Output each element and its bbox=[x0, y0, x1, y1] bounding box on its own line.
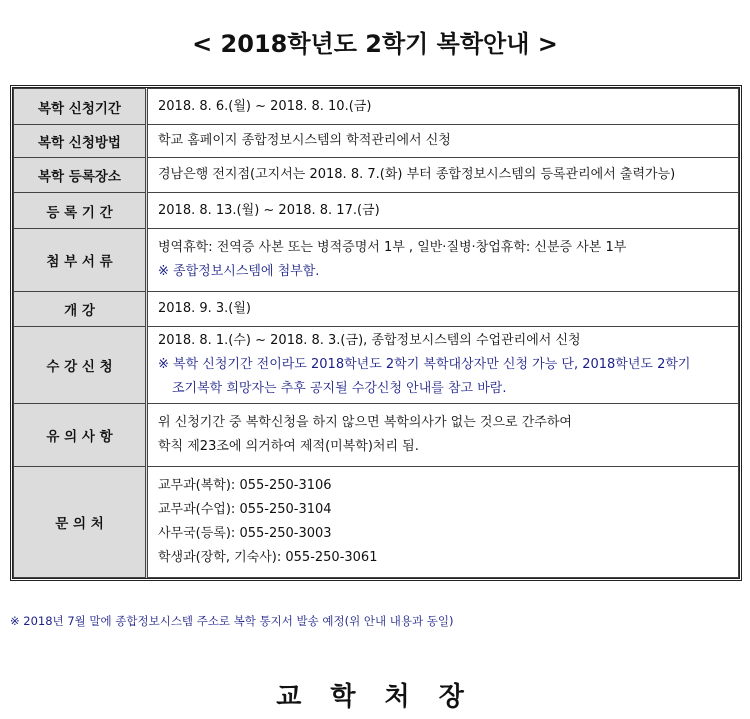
table-row bbox=[14, 404, 739, 467]
row-label: 수 강 신 청 bbox=[14, 327, 147, 404]
content-line: 2018. 8. 6.(월) ~ 2018. 8. 10.(금) bbox=[158, 98, 372, 114]
info-table bbox=[10, 85, 742, 581]
footnote: ※ 2018년 7월 말에 종합정보시스템 주소로 복학 통지서 발송 예정(위 안내 내용과 동일) bbox=[10, 614, 454, 628]
content-line: 2018. 8. 1.(수) ~ 2018. 8. 3.(금), 종합정보시스템의 수업관리에서 신청 bbox=[158, 333, 581, 348]
row-content bbox=[147, 467, 739, 578]
row-label: 복학 등록장소 bbox=[14, 158, 147, 193]
content-line: 위 신청기간 중 복학신청을 하지 않으면 복학의사가 없는 것으로 간주하여 bbox=[158, 415, 572, 430]
content-line: 학교 홈페이지 종합정보시스템의 학적관리에서 신청 bbox=[158, 133, 451, 148]
signature: 교 학 처 장 bbox=[276, 682, 474, 712]
contact-line: 사무국(등록): 055-250-3003 bbox=[158, 526, 332, 541]
row-content bbox=[147, 193, 739, 229]
contact-line: 교무과(복학): 055-250-3106 bbox=[158, 478, 332, 493]
row-label: 첨 부 서 류 bbox=[14, 229, 147, 292]
row-content bbox=[147, 158, 739, 193]
content-line: 2018. 9. 3.(월) bbox=[158, 301, 251, 316]
row-label: 등 록 기 간 bbox=[14, 193, 147, 229]
row-content bbox=[147, 229, 739, 292]
content-note: ※ 복학 신청기간 전이라도 2018학년도 2학기 복학대상자만 신청 가능 단, 2018학년도 2학기 bbox=[158, 357, 691, 372]
content-line: 2018. 8. 13.(월) ~ 2018. 8. 17.(금) bbox=[158, 202, 380, 218]
content-line: 경남은행 전지점(고지서는 2018. 8. 7.(화) 부터 종합정보시스템의 등록관리에서 출력가능) bbox=[158, 167, 676, 182]
row-label: 문 의 처 bbox=[14, 467, 147, 578]
row-content bbox=[147, 125, 739, 158]
table-row bbox=[14, 158, 739, 193]
row-content bbox=[147, 292, 739, 327]
row-label: 개 강 bbox=[14, 292, 147, 327]
row-content bbox=[147, 89, 739, 125]
table-row bbox=[14, 193, 739, 229]
table-row bbox=[14, 125, 739, 158]
content-line: 학칙 제23조에 의거하여 제적(미복학)처리 됨. bbox=[158, 439, 419, 454]
contact-line: 교무과(수업): 055-250-3104 bbox=[158, 502, 332, 517]
row-label: 복학 신청방법 bbox=[14, 125, 147, 158]
row-label: 유 의 사 항 bbox=[14, 404, 147, 467]
row-content bbox=[147, 404, 739, 467]
table-row bbox=[14, 467, 739, 578]
table-row bbox=[14, 327, 739, 404]
table-row bbox=[14, 89, 739, 125]
content-note: 조기복학 희망자는 추후 공지될 수강신청 안내를 참고 바람. bbox=[172, 381, 507, 396]
content-note: ※ 종합정보시스템에 첨부함. bbox=[158, 264, 320, 279]
content-line: 병역휴학: 전역증 사본 또는 병적증명서 1부 , 일반·질병·창업휴학: 신분증 사본 1부 bbox=[158, 240, 627, 255]
table-row bbox=[14, 229, 739, 292]
row-label: 복학 신청기간 bbox=[14, 89, 147, 125]
contact-line: 학생과(장학, 기숙사): 055-250-3061 bbox=[158, 550, 378, 565]
row-content bbox=[147, 327, 739, 404]
page-title: < 2018학년도 2학기 복학안내 > bbox=[192, 30, 558, 58]
table-row bbox=[14, 292, 739, 327]
